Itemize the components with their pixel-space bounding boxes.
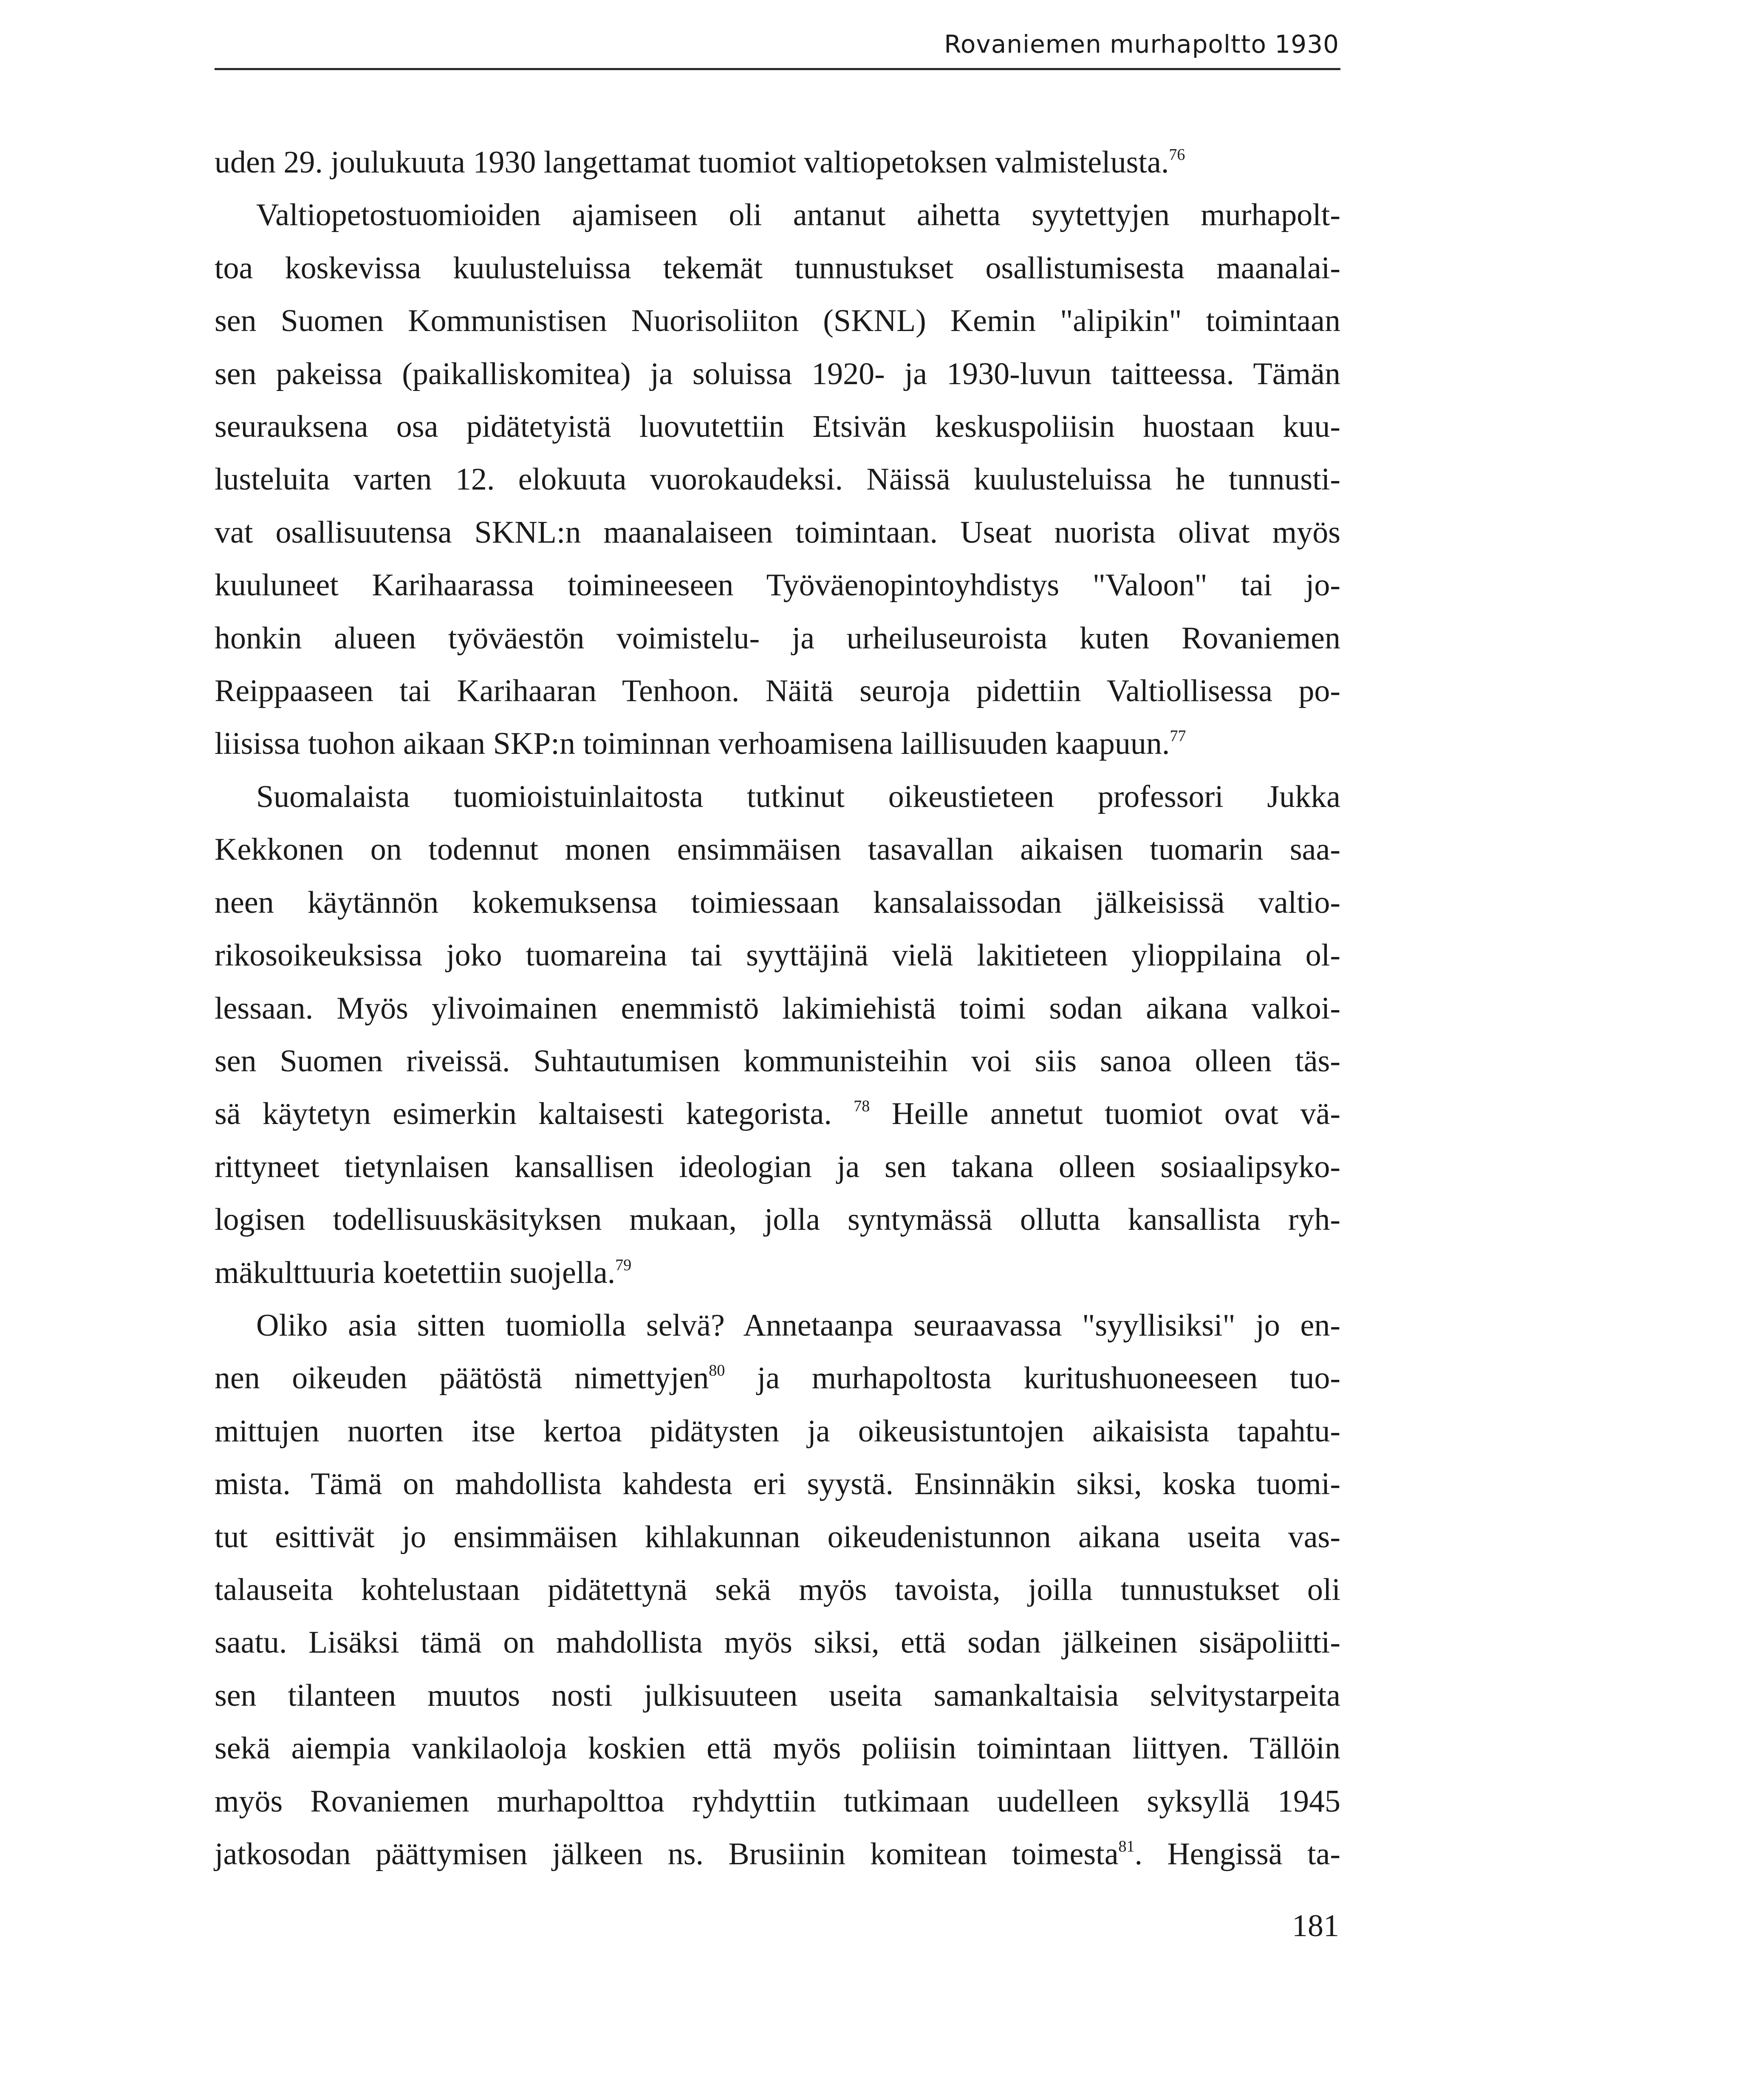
text-line: rittyneet tietynlaisen kansallisen ideologian ja sen takana olleen sosiaalipsyko- bbox=[215, 1149, 1340, 1184]
header-rule bbox=[215, 68, 1340, 70]
text-line bbox=[215, 1087, 1340, 1140]
text-line: tut esittivät jo ensimmäisen kihlakunnan oikeudenistunnon aikana useita vas- bbox=[215, 1519, 1340, 1555]
text-line bbox=[215, 136, 1340, 189]
line-text: nen oikeuden päätöstä nimettyjen bbox=[215, 1361, 709, 1396]
footnote-ref: 80 bbox=[709, 1362, 725, 1380]
text-line: lusteluita varten 12. elokuuta vuorokaudeksi. Näissä kuulusteluissa he tunnusti- bbox=[215, 462, 1340, 497]
text-line: seurauksena osa pidätetyistä luovutettiin Etsivän keskuspoliisin huostaan kuu- bbox=[215, 409, 1340, 445]
text-line: vat osallisuutensa SKNL:n maanalaiseen toimintaan. Useat nuorista olivat myös bbox=[215, 515, 1340, 550]
text-line: neen käytännön kokemuksensa toimiessaan kansalaissodan jälkeisissä valtio- bbox=[215, 885, 1340, 920]
text-line: honkin alueen työväestön voimistelu- ja urheiluseuroista kuten Rovaniemen bbox=[215, 620, 1340, 656]
text-line: rikosoikeuksissa joko tuomareina tai syyttäjinä vielä lakitieteen ylioppilaina ol- bbox=[215, 938, 1340, 973]
paragraph-2 bbox=[215, 189, 1340, 770]
text-line: toa koskevissa kuulusteluissa tekemät tunnustukset osallistumisesta maanalai- bbox=[215, 250, 1340, 286]
line-text: jatkosodan päättymisen jälkeen ns. Brusiinin komitean toimesta bbox=[215, 1837, 1119, 1872]
footnote-ref: 78 bbox=[854, 1097, 870, 1116]
page-number: 181 bbox=[1292, 1908, 1339, 1943]
text-line: sen Suomen Kommunistisen Nuorisoliiton (SKNL) Kemin "alipikin" toimintaan bbox=[215, 303, 1340, 339]
line-text: uden 29. joulukuuta 1930 langettamat tuomiot valtiopetoksen valmistelusta. bbox=[215, 145, 1169, 180]
footnote-ref: 81 bbox=[1118, 1838, 1135, 1855]
running-head: Rovaniemen murhapoltto 1930 bbox=[944, 30, 1339, 59]
text-line: Reippaaseen tai Karihaaran Tenhoon. Näitä seuroja pidettiin Valtiollisessa po- bbox=[215, 674, 1340, 709]
text-line bbox=[215, 1246, 1340, 1299]
text-line: saatu. Lisäksi tämä on mahdollista myös siksi, että sodan jälkeinen sisäpoliitti- bbox=[215, 1625, 1340, 1660]
paragraph-3 bbox=[215, 770, 1340, 1299]
text-line: logisen todellisuuskäsityksen mukaan, jolla syntymässä ollutta kansallista ryh- bbox=[215, 1202, 1340, 1237]
text-line: kuuluneet Karihaarassa toimineeseen Työväenopintoyhdistys "Valoon" tai jo- bbox=[215, 568, 1340, 603]
text-line bbox=[215, 717, 1340, 770]
body-text bbox=[215, 136, 1340, 1880]
line-text: ja murhapoltosta kuritushuoneeseen tuo- bbox=[725, 1361, 1340, 1396]
text-line: lessaan. Myös ylivoimainen enemmistö lakimiehistä toimi sodan aikana valkoi- bbox=[215, 991, 1340, 1026]
text-line: sen tilanteen muutos nosti julkisuuteen useita samankaltaisia selvitystarpeita bbox=[215, 1678, 1340, 1713]
paragraph-1 bbox=[215, 136, 1340, 189]
text-line: mista. Tämä on mahdollista kahdesta eri syystä. Ensinnäkin siksi, koska tuomi- bbox=[215, 1467, 1340, 1502]
text-line: Suomalaista tuomioistuinlaitosta tutkinut oikeustieteen professori Jukka bbox=[256, 779, 1340, 814]
footnote-ref: 76 bbox=[1169, 146, 1185, 164]
line-text: liisissa tuohon aikaan SKP:n toiminnan verhoamisena laillisuuden kaapuun. bbox=[215, 726, 1170, 762]
text-line: talauseita kohtelustaan pidätettynä sekä myös tavoista, joilla tunnustukset oli bbox=[215, 1572, 1340, 1607]
text-line: Oliko asia sitten tuomiolla selvä? Annetaanpa seuraavassa "syyllisiksi" jo en- bbox=[256, 1308, 1340, 1343]
text-line: mittujen nuorten itse kertoa pidätysten ja oikeusistuntojen aikaisista tapahtu- bbox=[215, 1413, 1340, 1449]
text-line bbox=[215, 1352, 1340, 1404]
paragraph-4 bbox=[215, 1299, 1340, 1880]
text-line bbox=[215, 1828, 1340, 1880]
text-line: sen Suomen riveissä. Suhtautumisen kommunisteihin voi siis sanoa olleen täs- bbox=[215, 1043, 1340, 1079]
text-line: Kekkonen on todennut monen ensimmäisen tasavallan aikaisen tuomarin saa- bbox=[215, 832, 1340, 867]
text-line: sekä aiempia vankilaoloja koskien että myös poliisin toimintaan liittyen. Tällöin bbox=[215, 1731, 1340, 1766]
line-text: sä käytetyn esimerkin kaltaisesti kategorista. bbox=[215, 1096, 832, 1132]
text-line: sen pakeissa (paikalliskomitea) ja soluissa 1920- ja 1930-luvun taitteessa. Tämän bbox=[215, 356, 1340, 391]
footnote-ref: 79 bbox=[615, 1256, 632, 1274]
text-line: myös Rovaniemen murhapolttoa ryhdyttiin tutkimaan uudelleen syksyllä 1945 bbox=[215, 1784, 1340, 1819]
line-text: mäkulttuuria koetettiin suojella. bbox=[215, 1255, 616, 1290]
footnote-ref: 77 bbox=[1170, 727, 1186, 745]
line-text: Heille annetut tuomiot ovat vä- bbox=[891, 1096, 1340, 1132]
line-text: . Hengissä ta- bbox=[1134, 1837, 1340, 1872]
text-line: Valtiopetostuomioiden ajamiseen oli antanut aihetta syytettyjen murhapolt- bbox=[256, 198, 1340, 233]
